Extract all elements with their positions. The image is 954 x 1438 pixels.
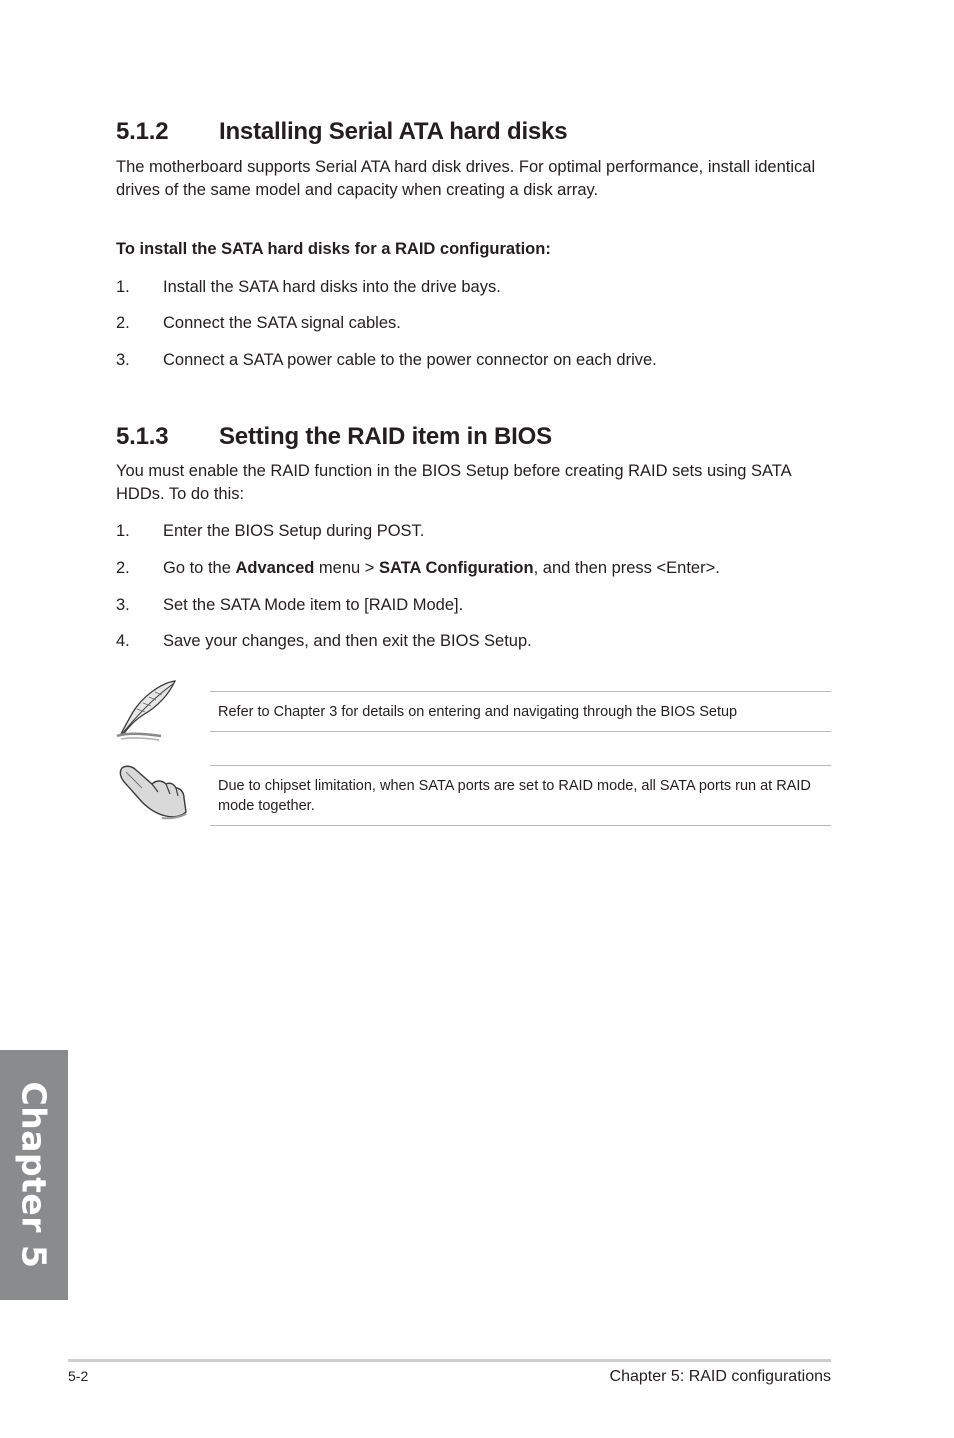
section-intro: You must enable the RAID function in the BIOS Setup before creating RAID sets using SATA HDDs. To do this: — [116, 462, 791, 503]
step-number: 1. — [116, 278, 130, 296]
list-item — [116, 276, 501, 299]
section-number: 5.1.3 — [116, 423, 169, 450]
list-item — [116, 557, 720, 580]
step-text: Save your changes, and then exit the BIOS Setup. — [163, 632, 532, 650]
step-number: 1. — [116, 522, 130, 540]
step-number: 2. — [116, 314, 130, 332]
list-item — [116, 594, 463, 617]
section-heading-5-1-3 — [116, 423, 552, 451]
step-number: 3. — [116, 596, 130, 614]
section-intro: The motherboard supports Serial ATA hard disk drives. For optimal performance, install identical drives of the same model and capacity when creating a disk array. — [116, 158, 816, 199]
step-text: Set the SATA Mode item to [RAID Mode]. — [163, 596, 464, 614]
list-item — [116, 312, 401, 335]
note-text: Refer to Chapter 3 for details on entering and navigating through the BIOS Setup — [218, 704, 738, 720]
step-text: Connect a SATA power cable to the power connector on each drive. — [163, 351, 657, 369]
section-number: 5.1.2 — [116, 118, 169, 145]
caution-box — [210, 765, 831, 826]
step-text: Enter the BIOS Setup during POST. — [163, 522, 425, 540]
section-title: Installing Serial ATA hard disks — [219, 118, 568, 145]
list-item — [116, 520, 424, 543]
list-item — [116, 630, 532, 653]
section-title: Setting the RAID item in BIOS — [219, 423, 552, 450]
section-heading-5-1-2 — [116, 118, 567, 146]
footer-chapter-title: Chapter 5: RAID configurations — [609, 1368, 831, 1385]
step-number: 4. — [116, 632, 130, 650]
caution-text: Due to chipset limitation, when SATA ports are set to RAID mode, all SATA ports run at RAID mode together. — [218, 778, 811, 814]
step-number: 2. — [116, 559, 130, 577]
procedure-label: To install the SATA hard disks for a RAID configuration: — [116, 240, 551, 258]
footer-divider — [68, 1359, 831, 1362]
step-number: 3. — [116, 351, 130, 369]
step-text: Install the SATA hard disks into the drive bays. — [163, 278, 501, 296]
step-text: Go to the Advanced menu > SATA Configuration, and then press <Enter>. — [163, 559, 720, 577]
step-text: Connect the SATA signal cables. — [163, 314, 401, 332]
quill-note-icon — [113, 678, 181, 742]
pointing-hand-icon — [116, 762, 190, 820]
page-number: 5-2 — [68, 1368, 89, 1384]
list-item — [116, 349, 657, 372]
chapter-tab-label: Chapter 5 — [14, 1081, 54, 1269]
note-box — [210, 691, 831, 732]
chapter-side-tab — [0, 1050, 68, 1300]
menu-name-sata-configuration: SATA Configuration — [379, 559, 534, 577]
menu-name-advanced: Advanced — [235, 559, 315, 577]
